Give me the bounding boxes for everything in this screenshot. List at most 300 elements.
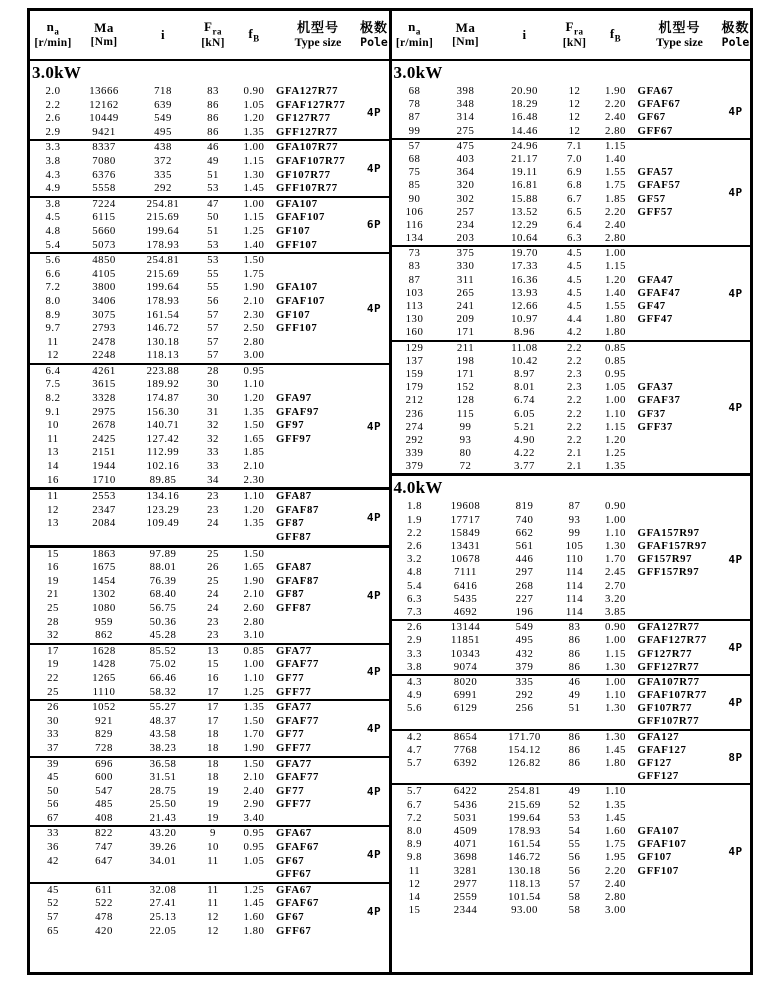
cell-torque: 6422 bbox=[453, 785, 478, 798]
cell-service-factor: 1.00 bbox=[605, 634, 626, 647]
cell-type-size: GFA107R77 bbox=[637, 675, 700, 688]
cell-radial-load: 25 bbox=[207, 574, 219, 587]
cell-torque: 6416 bbox=[453, 579, 478, 592]
cell-service-factor: 1.30 bbox=[605, 540, 626, 552]
cell-torque: 403 bbox=[456, 152, 475, 165]
cell-service-factor: 1.10 bbox=[605, 689, 626, 702]
cell-radial-load: 12 bbox=[207, 924, 219, 937]
cell-ratio: 19.11 bbox=[511, 166, 538, 179]
cell-ratio: 199.64 bbox=[146, 224, 180, 237]
cell-service-factor: 1.00 bbox=[605, 394, 626, 407]
cell-service-factor: 2.20 bbox=[605, 205, 626, 218]
cell-type-size bbox=[276, 616, 360, 630]
cell-speed: 87 bbox=[408, 273, 421, 286]
section-title: 4.0kW bbox=[393, 478, 443, 498]
pole-badge: 4P bbox=[366, 419, 382, 433]
cell-speed: 2.2 bbox=[45, 98, 61, 111]
cell-radial-load: 30 bbox=[207, 392, 219, 405]
cell-torque: 522 bbox=[95, 897, 113, 910]
cell-speed: 339 bbox=[405, 447, 424, 460]
cell-type-size bbox=[638, 785, 722, 798]
cell-speed: 9.1 bbox=[45, 405, 61, 418]
cell-torque: 5073 bbox=[92, 238, 116, 251]
cell-ratio: 178.93 bbox=[508, 824, 541, 837]
cell-torque: 13666 bbox=[89, 85, 119, 97]
cell-radial-load: 17 bbox=[207, 685, 219, 698]
cell-type-size bbox=[638, 500, 722, 513]
cell-speed: 3.8 bbox=[45, 154, 61, 167]
pole-badge: 4P bbox=[366, 302, 382, 315]
cell-speed: 39 bbox=[47, 757, 59, 770]
cell-type-size bbox=[276, 629, 360, 643]
cell-torque: 1675 bbox=[92, 561, 116, 574]
cell-type-size bbox=[638, 153, 722, 166]
cell-type-size: GFA107 bbox=[276, 281, 318, 294]
cell-radial-load: 23 bbox=[207, 490, 219, 503]
cell-torque: 647 bbox=[95, 854, 113, 867]
cell-ratio: 10.64 bbox=[511, 232, 538, 245]
cell-torque: 4105 bbox=[92, 267, 116, 280]
cell-torque bbox=[76, 531, 132, 545]
cell-ratio: 740 bbox=[515, 513, 534, 526]
cell-service-factor bbox=[232, 531, 276, 545]
col-header-pole: 极数 Pole bbox=[360, 19, 389, 49]
cell-torque: 5436 bbox=[453, 798, 478, 811]
cell-type-size: GFF87 bbox=[276, 601, 312, 614]
cell-torque: 478 bbox=[95, 911, 113, 924]
cell-speed: 212 bbox=[405, 394, 424, 407]
cell-service-factor: 1.35 bbox=[243, 405, 265, 418]
cell-service-factor: 3.40 bbox=[243, 811, 265, 824]
cell-ratio: 292 bbox=[154, 182, 172, 195]
cell-service-factor: 2.30 bbox=[243, 308, 265, 321]
right-column-headers bbox=[389, 11, 751, 59]
cell-radial-load: 86 bbox=[568, 647, 581, 660]
cell-ratio: 223.88 bbox=[146, 364, 180, 377]
pole-badge: 4P bbox=[366, 665, 382, 679]
cell-service-factor: 1.35 bbox=[243, 517, 265, 530]
cell-ratio: 196 bbox=[515, 605, 534, 618]
cell-speed: 236 bbox=[405, 407, 424, 420]
cell-speed bbox=[30, 531, 76, 545]
cell-service-factor: 2.80 bbox=[605, 890, 626, 903]
gear-group bbox=[30, 827, 389, 883]
gear-group bbox=[392, 85, 751, 140]
cell-service-factor bbox=[594, 715, 638, 728]
cell-service-factor: 1.30 bbox=[243, 168, 265, 181]
cell-service-factor: 1.20 bbox=[243, 112, 265, 125]
cell-radial-load: 54 bbox=[568, 824, 581, 837]
cell-type-size: GFA107R77 bbox=[276, 141, 339, 154]
cell-speed: 16 bbox=[47, 561, 59, 574]
cell-radial-load: 6.4 bbox=[567, 218, 582, 231]
cell-ratio: 254.81 bbox=[508, 785, 541, 798]
pole-badge: 4P bbox=[728, 401, 743, 414]
cell-torque: 2344 bbox=[453, 904, 478, 917]
cell-ratio: 495 bbox=[515, 634, 534, 647]
cell-torque: 5660 bbox=[92, 224, 116, 237]
cell-service-factor: 0.95 bbox=[243, 827, 265, 840]
cell-type-size: GF87 bbox=[276, 588, 305, 601]
cell-radial-load: 49 bbox=[207, 154, 219, 167]
cell-service-factor: 1.80 bbox=[605, 313, 626, 326]
cell-speed: 15 bbox=[47, 547, 59, 560]
cell-ratio: 438 bbox=[154, 141, 172, 154]
cell-speed: 4.3 bbox=[45, 168, 61, 181]
cell-service-factor: 1.35 bbox=[605, 798, 626, 811]
cell-ratio bbox=[132, 868, 194, 882]
cell-torque: 128 bbox=[456, 394, 475, 407]
cell-speed: 67 bbox=[47, 811, 59, 824]
cell-speed: 28 bbox=[47, 615, 59, 628]
cell-speed: 78 bbox=[408, 98, 421, 111]
cell-radial-load: 19 bbox=[207, 811, 219, 824]
cell-service-factor: 1.15 bbox=[605, 647, 626, 660]
cell-type-size bbox=[638, 247, 722, 260]
cell-radial-load: 13 bbox=[207, 644, 219, 657]
cell-speed: 134 bbox=[405, 232, 424, 245]
cell-ratio: 68.40 bbox=[149, 588, 177, 601]
cell-type-size bbox=[638, 219, 722, 232]
cell-torque: 311 bbox=[456, 273, 475, 286]
cell-service-factor: 3.20 bbox=[605, 592, 626, 605]
cell-speed: 15 bbox=[408, 904, 421, 917]
cell-torque: 17717 bbox=[450, 513, 481, 526]
cell-type-size: GFA97 bbox=[276, 392, 312, 405]
cell-type-size: GFAF77 bbox=[276, 771, 319, 784]
cell-type-size: GF127R77 bbox=[276, 112, 331, 125]
cell-ratio: 3.77 bbox=[514, 460, 535, 473]
cell-torque: 3800 bbox=[92, 281, 116, 294]
cell-speed: 4.7 bbox=[407, 743, 422, 756]
cell-ratio: 28.75 bbox=[149, 784, 177, 797]
cell-service-factor: 1.00 bbox=[243, 141, 265, 154]
cell-type-size bbox=[638, 140, 722, 153]
cell-torque: 2975 bbox=[92, 405, 116, 418]
cell-radial-load: 34 bbox=[207, 473, 219, 486]
cell-radial-load: 25 bbox=[207, 547, 219, 560]
cell-radial-load: 86 bbox=[568, 634, 581, 647]
cell-speed: 11 bbox=[408, 864, 421, 877]
cell-type-size: GFAF87 bbox=[276, 574, 319, 587]
cell-torque: 1428 bbox=[92, 658, 116, 671]
cell-torque: 2977 bbox=[453, 877, 478, 890]
cell-speed: 4.8 bbox=[407, 566, 422, 579]
cell-type-size: GFAF67 bbox=[637, 98, 681, 111]
cell-service-factor: 3.00 bbox=[243, 349, 265, 362]
cell-ratio: 97.89 bbox=[149, 547, 177, 560]
cell-radial-load bbox=[194, 868, 232, 882]
cell-speed: 130 bbox=[405, 313, 424, 326]
cell-radial-load: 57 bbox=[207, 308, 219, 321]
cell-torque: 398 bbox=[456, 85, 475, 97]
cell-type-size bbox=[638, 460, 722, 473]
cell-speed: 11 bbox=[47, 432, 59, 445]
cell-type-size: GFAF57 bbox=[637, 179, 681, 192]
cell-speed bbox=[30, 868, 76, 882]
cell-type-size: GFA57 bbox=[637, 166, 674, 179]
col-header-radial-load: $F_{ra}$ [kN] bbox=[562, 18, 587, 49]
cell-ratio: 662 bbox=[515, 526, 534, 539]
cell-ratio: 118.13 bbox=[146, 349, 180, 362]
cell-type-size: GFAF127R77 bbox=[637, 634, 707, 647]
cell-type-size: GFAF97 bbox=[276, 405, 319, 418]
cell-radial-load: 4.5 bbox=[567, 260, 582, 273]
pole-badge: 4P bbox=[366, 105, 382, 119]
cell-service-factor: 1.50 bbox=[243, 419, 265, 432]
cell-service-factor: 1.15 bbox=[605, 420, 626, 433]
cell-radial-load: 32 bbox=[207, 432, 219, 445]
cell-radial-load: 110 bbox=[565, 553, 584, 566]
cell-speed: 274 bbox=[405, 420, 424, 433]
cell-speed: 8.9 bbox=[45, 308, 61, 321]
gear-group bbox=[30, 141, 389, 197]
cell-service-factor: 1.05 bbox=[605, 381, 626, 394]
cell-torque: 152 bbox=[456, 381, 475, 394]
cell-service-factor: 1.70 bbox=[243, 728, 265, 741]
cell-speed: 68 bbox=[408, 152, 421, 165]
cell-radial-load: 114 bbox=[565, 579, 584, 592]
cell-torque: 265 bbox=[456, 286, 475, 299]
gear-group bbox=[392, 247, 751, 341]
cell-radial-load: 55 bbox=[568, 838, 581, 851]
cell-torque: 8020 bbox=[453, 675, 478, 688]
cell-service-factor: 0.95 bbox=[605, 367, 626, 380]
cell-torque: 9074 bbox=[453, 660, 478, 673]
cell-radial-load: 86 bbox=[207, 98, 219, 111]
pole-badge: 6P bbox=[366, 218, 382, 232]
cell-ratio: 639 bbox=[154, 98, 172, 111]
cell-service-factor: 0.90 bbox=[243, 85, 265, 97]
gear-group bbox=[392, 621, 751, 676]
cell-torque: 4261 bbox=[92, 364, 116, 377]
cell-speed: 116 bbox=[405, 218, 424, 231]
cell-service-factor: 1.90 bbox=[605, 85, 626, 97]
cell-torque: 275 bbox=[456, 124, 475, 137]
cell-ratio: 134.16 bbox=[146, 490, 180, 503]
cell-type-size bbox=[276, 460, 360, 474]
gear-group bbox=[30, 85, 389, 141]
cell-speed: 4.8 bbox=[45, 224, 61, 237]
cell-torque: 314 bbox=[456, 111, 475, 124]
pole-badge: 4P bbox=[728, 695, 743, 709]
cell-ratio: 58.32 bbox=[149, 685, 177, 698]
cell-speed: 3.8 bbox=[45, 197, 61, 210]
cell-radial-load: 12 bbox=[568, 98, 581, 111]
cell-ratio: 24.96 bbox=[511, 139, 538, 152]
cell-torque: 475 bbox=[456, 139, 475, 152]
cell-radial-load: 6.8 bbox=[567, 179, 582, 192]
cell-ratio bbox=[132, 531, 194, 545]
cell-radial-load: 86 bbox=[568, 757, 581, 769]
cell-radial-load: 18 bbox=[207, 771, 219, 784]
cell-torque: 1863 bbox=[92, 547, 116, 560]
cell-service-factor: 1.15 bbox=[243, 211, 265, 224]
cell-type-size bbox=[276, 812, 360, 826]
cell-service-factor: 2.60 bbox=[243, 601, 265, 614]
cell-radial-load: 52 bbox=[568, 798, 581, 811]
cell-torque: 13431 bbox=[450, 540, 481, 552]
cell-type-size: GFF107 bbox=[276, 238, 318, 251]
cell-type-size: GFF77 bbox=[276, 741, 312, 754]
col-header-ratio: i bbox=[160, 26, 166, 42]
gear-group bbox=[392, 500, 751, 621]
col-header-pole: 极数 Pole bbox=[721, 19, 750, 49]
cell-radial-load: 2.2 bbox=[567, 394, 582, 407]
cell-service-factor: 0.90 bbox=[605, 500, 626, 513]
cell-ratio: 39.26 bbox=[149, 841, 177, 854]
cell-radial-load: 56 bbox=[568, 864, 581, 877]
pole-badge: 4P bbox=[728, 286, 743, 300]
cell-radial-load: 2.2 bbox=[567, 420, 582, 433]
cell-speed: 3.3 bbox=[407, 647, 422, 660]
cell-torque: 12162 bbox=[89, 98, 119, 111]
cell-torque: 364 bbox=[456, 166, 475, 179]
cell-ratio: 19.70 bbox=[511, 247, 538, 260]
cell-radial-load: 26 bbox=[207, 561, 219, 574]
cell-type-size: GFA77 bbox=[276, 757, 312, 770]
cell-radial-load: 86 bbox=[207, 125, 219, 138]
cell-type-size: GFAF67 bbox=[276, 841, 319, 854]
cell-service-factor: 1.05 bbox=[243, 98, 265, 111]
cell-torque: 1302 bbox=[92, 588, 116, 601]
cell-radial-load: 4.5 bbox=[567, 286, 582, 299]
cell-torque: 4509 bbox=[453, 824, 478, 837]
cell-ratio: 199.64 bbox=[508, 811, 541, 824]
cell-speed: 103 bbox=[405, 286, 424, 299]
cell-ratio: 140.71 bbox=[146, 419, 180, 432]
cell-radial-load: 12 bbox=[568, 124, 581, 137]
cell-service-factor: 1.30 bbox=[605, 660, 626, 673]
cell-speed: 7.2 bbox=[407, 811, 422, 824]
cell-speed: 1.8 bbox=[407, 500, 422, 513]
cell-ratio: 112.99 bbox=[146, 446, 180, 459]
cell-radial-load: 53 bbox=[207, 182, 219, 195]
cell-service-factor: 1.80 bbox=[243, 924, 265, 937]
cell-speed: 68 bbox=[408, 85, 421, 97]
cell-ratio: 4.22 bbox=[514, 447, 535, 460]
cell-type-size bbox=[638, 342, 722, 355]
cell-speed: 42 bbox=[47, 854, 59, 867]
cell-torque: 547 bbox=[95, 784, 113, 797]
cell-speed: 292 bbox=[405, 433, 424, 446]
cell-torque: 171 bbox=[456, 326, 475, 339]
cell-ratio: 22.05 bbox=[149, 924, 177, 937]
cell-type-size: GFA67 bbox=[276, 827, 312, 840]
cell-radial-load: 19 bbox=[207, 798, 219, 811]
cell-radial-load: 51 bbox=[207, 168, 219, 181]
cell-speed: 9.7 bbox=[45, 322, 61, 335]
cell-torque: 302 bbox=[456, 192, 475, 205]
cell-service-factor: 2.40 bbox=[243, 784, 265, 797]
gear-group bbox=[392, 785, 751, 917]
pole-badge: 4P bbox=[366, 904, 382, 918]
cell-service-factor: 1.40 bbox=[243, 238, 265, 251]
cell-torque: 348 bbox=[456, 98, 475, 111]
cell-service-factor: 1.20 bbox=[605, 273, 626, 286]
cell-speed: 2.6 bbox=[45, 112, 61, 125]
cell-radial-load: 93 bbox=[568, 513, 581, 526]
cell-speed: 6.3 bbox=[407, 592, 422, 605]
cell-radial-load: 51 bbox=[207, 224, 219, 237]
cell-torque: 1052 bbox=[92, 701, 116, 714]
cell-speed: 37 bbox=[47, 741, 59, 754]
cell-speed: 8.0 bbox=[407, 824, 422, 837]
gear-group bbox=[392, 342, 751, 477]
cell-torque: 696 bbox=[95, 757, 113, 770]
cell-torque: 9421 bbox=[92, 125, 116, 138]
cell-service-factor: 1.10 bbox=[243, 378, 265, 391]
cell-type-size: GFA127 bbox=[637, 730, 680, 743]
pole-badge: 4P bbox=[728, 641, 743, 654]
cell-radial-load: 11 bbox=[207, 883, 219, 896]
cell-torque: 7768 bbox=[453, 743, 478, 756]
cell-service-factor: 1.35 bbox=[605, 460, 626, 473]
cell-type-size: GF107 bbox=[637, 851, 672, 864]
cell-torque: 375 bbox=[456, 247, 475, 260]
cell-speed: 8.9 bbox=[407, 838, 422, 851]
cell-speed: 10 bbox=[47, 419, 59, 432]
cell-ratio: 109.49 bbox=[146, 517, 180, 530]
cell-ratio: 43.20 bbox=[149, 827, 177, 840]
cell-ratio: 45.28 bbox=[149, 629, 177, 642]
cell-service-factor bbox=[232, 868, 276, 882]
cell-ratio: 17.33 bbox=[511, 260, 538, 273]
cell-speed: 4.9 bbox=[407, 689, 422, 702]
gear-group bbox=[30, 758, 389, 828]
cell-radial-load: 23 bbox=[207, 615, 219, 628]
cell-type-size: GF127R77 bbox=[637, 647, 693, 660]
cell-ratio: 297 bbox=[515, 566, 534, 579]
cell-speed: 99 bbox=[408, 124, 421, 137]
cell-type-size bbox=[276, 268, 360, 282]
cell-ratio: 13.93 bbox=[511, 286, 538, 299]
cell-radial-load: 114 bbox=[565, 592, 584, 605]
cell-service-factor: 1.45 bbox=[243, 897, 265, 910]
cell-ratio: 227 bbox=[515, 592, 534, 605]
cell-speed: 4.5 bbox=[45, 211, 61, 224]
cell-radial-load: 2.3 bbox=[567, 367, 582, 380]
cell-type-size: GFF67 bbox=[276, 924, 312, 937]
cell-type-size: GFAF87 bbox=[276, 503, 319, 516]
cell-speed: 159 bbox=[405, 367, 424, 380]
cell-radial-load: 4.5 bbox=[567, 273, 582, 286]
cell-speed: 113 bbox=[405, 300, 424, 312]
cell-torque: 2084 bbox=[92, 517, 116, 530]
cell-ratio: 93.00 bbox=[511, 904, 538, 917]
cell-type-size: GFAF77 bbox=[276, 658, 319, 671]
cell-radial-load: 17 bbox=[207, 714, 219, 727]
cell-radial-load bbox=[556, 715, 594, 728]
cell-radial-load: 11 bbox=[207, 897, 219, 910]
cell-torque: 7111 bbox=[454, 566, 477, 579]
cell-type-size: GF67 bbox=[637, 111, 666, 124]
col-header-output-torque: Ma [Nm] bbox=[452, 19, 479, 48]
cell-ratio: 8.97 bbox=[514, 367, 535, 380]
cell-speed: 5.4 bbox=[45, 238, 61, 251]
cell-radial-load: 105 bbox=[565, 540, 584, 552]
cell-ratio: 88.01 bbox=[149, 561, 177, 574]
col-header-ratio: i bbox=[522, 26, 527, 42]
cell-speed: 90 bbox=[408, 192, 421, 205]
col-header-service-factor: $f_B$ bbox=[609, 25, 622, 44]
cell-type-size: GF77 bbox=[276, 784, 305, 797]
cell-service-factor: 1.65 bbox=[243, 432, 265, 445]
cell-speed: 2.2 bbox=[407, 526, 422, 539]
cell-radial-load: 15 bbox=[207, 658, 219, 671]
cell-ratio: 254.81 bbox=[146, 254, 180, 267]
cell-radial-load: 24 bbox=[207, 588, 219, 601]
